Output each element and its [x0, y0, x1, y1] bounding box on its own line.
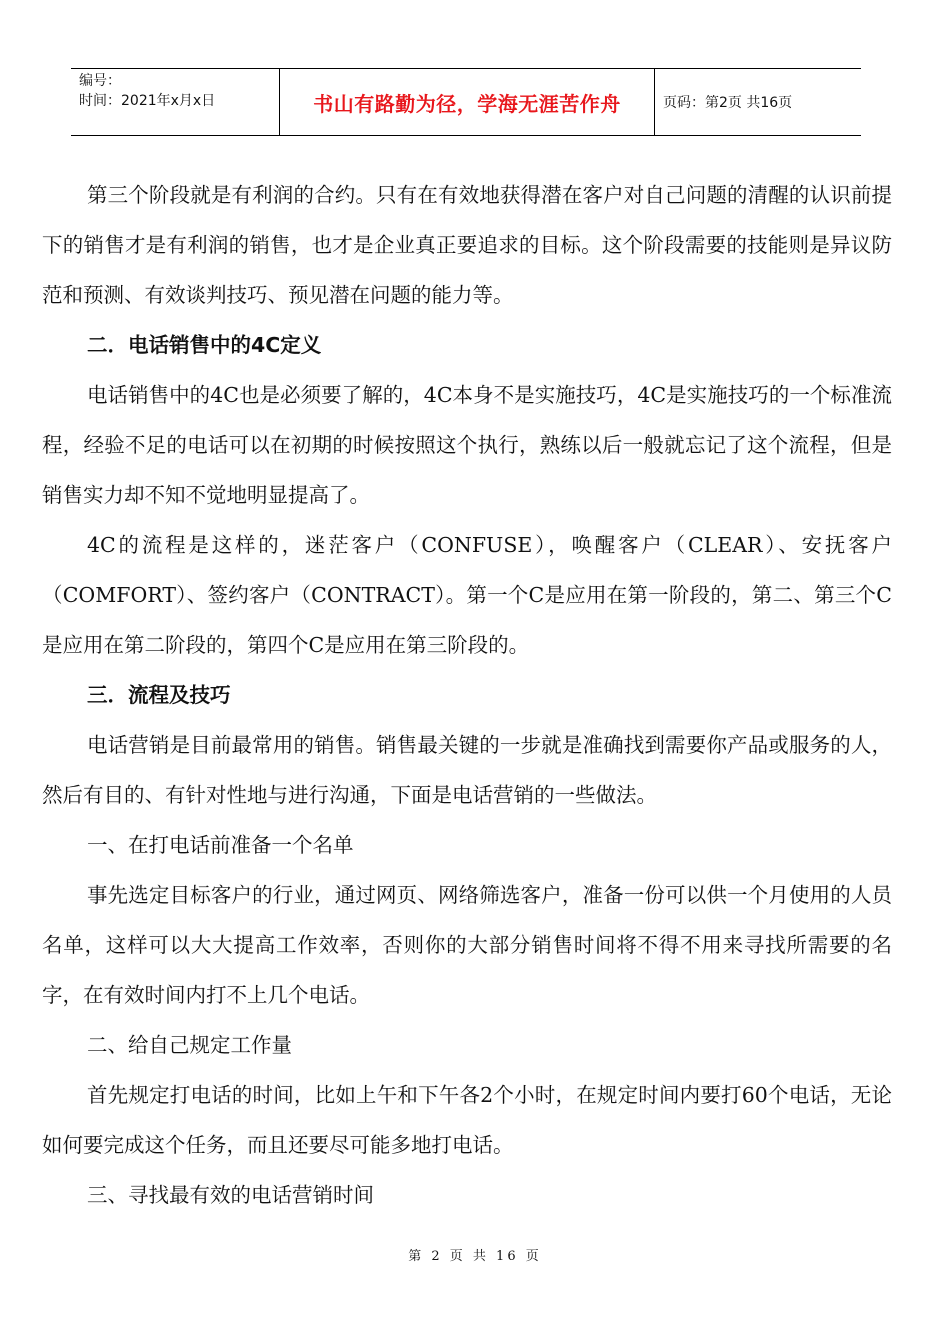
header-meta: [71, 69, 279, 135]
subsection-title: 三、寻找最有效的电话营销时间: [87, 1183, 374, 1207]
document-number-label: 编号：: [79, 73, 121, 89]
page-header: [71, 68, 861, 136]
subsection-title: 二、给自己规定工作量: [87, 1033, 292, 1057]
paragraph: 电话销售中的4C也是必须要了解的，4C本身不是实施技巧，4C是实施技巧的一个标准流程，经验不足的电话可以在初期的时候按照这个执行，熟练以后一般就忘记了这个流程，但是销售实力却不知不觉地明显提高了。: [42, 383, 892, 507]
header-page-info: 页码：第2页 共16页: [663, 95, 793, 111]
section-heading: 三．流程及技巧: [87, 683, 231, 707]
paragraph: 第三个阶段就是有利润的合约。只有在有效地获得潜在客户对自己问题的清醒的认识前提下的销售才是有利润的销售，也才是企业真正要追求的目标。这个阶段需要的技能则是异议防范和预测、有效谈判技巧、预见潜在问题的能力等。: [42, 183, 892, 307]
section-heading: 二．电话销售中的4C定义: [87, 333, 322, 357]
subsection-title: 一、在打电话前准备一个名单: [87, 833, 354, 857]
paragraph: 4C的流程是这样的，迷茫客户（CONFUSE），唤醒客户（CLEAR）、安抚客户（COMFORT）、签约客户（CONTRACT）。第一个C是应用在第一阶段的，第二、第三个C是应用在第二阶段的，第四个C是应用在第三阶段的。: [42, 533, 892, 657]
paragraph: 电话营销是目前最常用的销售。销售最关键的一步就是准确找到需要你产品或服务的人，然后有目的、有针对性地与进行沟通，下面是电话营销的一些做法。: [42, 733, 892, 807]
header-motto: 书山有路勤为径，学海无涯苦作舟: [279, 69, 655, 135]
page-footer: 第 2 页 共 16 页: [408, 1249, 542, 1264]
document-body: [42, 170, 892, 1220]
paragraph: 首先规定打电话的时间，比如上午和下午各2个小时，在规定时间内要打60个电话，无论如何要完成这个任务，而且还要尽可能多地打电话。: [42, 1083, 892, 1157]
document-time-label: 时间：2021年x月x日: [79, 93, 216, 109]
paragraph: 事先选定目标客户的行业，通过网页、网络筛选客户，准备一份可以供一个月使用的人员名单，这样可以大大提高工作效率，否则你的大部分销售时间将不得不用来寻找所需要的名字，在有效时间内打不上几个电话。: [42, 883, 892, 1007]
